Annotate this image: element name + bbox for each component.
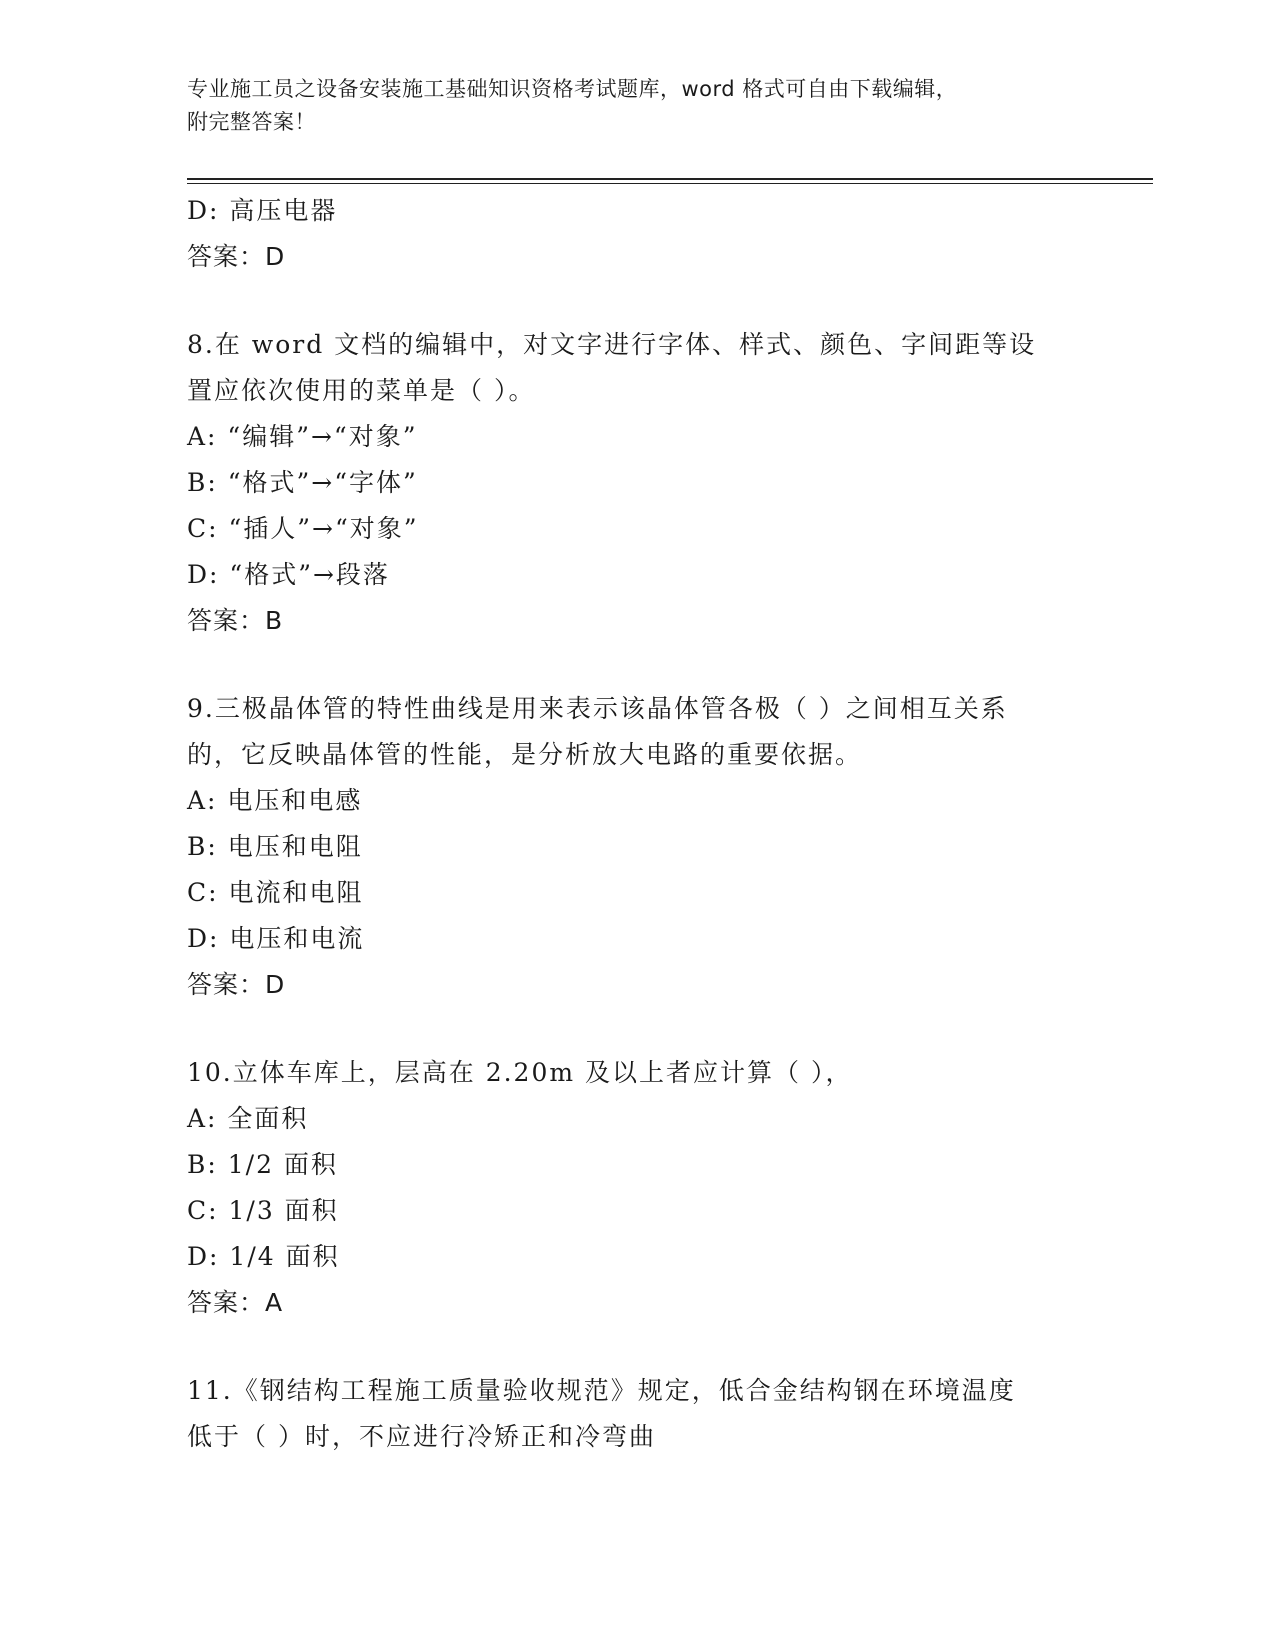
question-text-line-1: 11.《钢结构工程施工质量验收规范》规定，低合金结构钢在环境温度 [187,1376,1016,1405]
option-c: C: 电流和电阻 [187,878,364,907]
question-text-line-1: 10.立体车库上，层高在 2.20m 及以上者应计算（ ）， [187,1058,853,1087]
option-a: A: 全面积 [187,1104,309,1133]
question-text-line-2: 的，它反映晶体管的性能，是分析放大电路的重要依据。 [187,740,863,769]
question-7-tail [187,188,1087,280]
question-11 [187,1368,1087,1460]
answer-line: 答案：B [187,606,284,635]
option-c: C: 1/3 面积 [187,1196,339,1225]
answer-line: 答案：D [187,970,286,999]
header-line-2: 附完整答案！ [187,110,316,134]
option-b: B: 电压和电阻 [187,832,363,861]
option-d: D: 高压电器 [187,196,338,225]
question-list [187,188,1087,1460]
header-line-1: 专业施工员之设备安装施工基础知识资格考试题库，word 格式可自由下载编辑， [187,77,958,101]
question-text-line-2: 置应依次使用的菜单是（ ）。 [187,376,536,405]
option-d: D: 1/4 面积 [187,1242,340,1271]
question-9 [187,686,1087,1008]
option-d: D: 电压和电流 [187,924,365,953]
option-c: C: “插人”→“对象” [187,514,419,543]
option-a: A: 电压和电感 [187,786,363,815]
question-8 [187,322,1087,644]
header-divider-thin [187,183,1153,184]
option-b: B: 1/2 面积 [187,1150,338,1179]
question-text-line-2: 低于（ ）时，不应进行冷矫正和冷弯曲 [187,1422,656,1451]
answer-line: 答案：A [187,1288,284,1317]
option-b: B: “格式”→“字体” [187,468,418,497]
option-a: A: “编辑”→“对象” [187,422,418,451]
question-text-line-1: 9.三极晶体管的特性曲线是用来表示该晶体管各极（ ）之间相互关系 [187,694,1008,723]
option-d: D: “格式”→段落 [187,560,390,589]
answer-line: 答案：D [187,242,286,271]
header-divider-thick [187,178,1153,180]
question-text-line-1: 8.在 word 文档的编辑中，对文字进行字体、样式、颜色、字间距等设 [187,330,1037,359]
question-10 [187,1050,1087,1326]
page-header [187,73,1067,139]
